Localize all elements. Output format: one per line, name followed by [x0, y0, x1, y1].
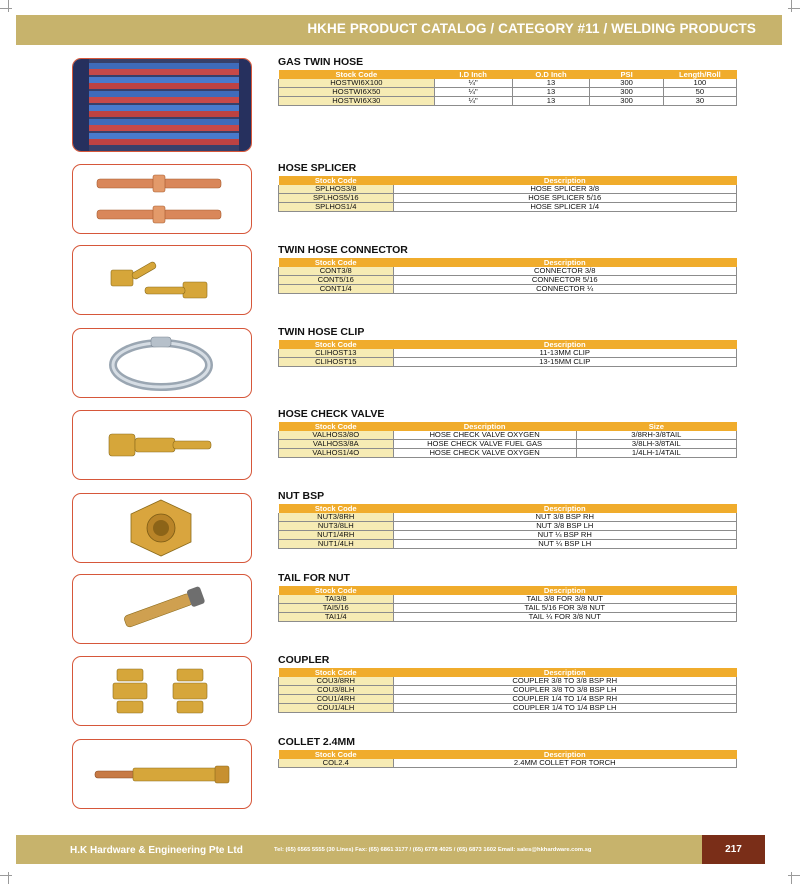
- table-cell: COUPLER 3/8 TO 3/8 BSP LH: [393, 686, 737, 695]
- section-title: HOSE CHECK VALVE: [278, 408, 385, 420]
- stock-code-cell: TAI1/4: [279, 613, 394, 622]
- table-cell: 13-15MM CLIP: [393, 358, 737, 367]
- stock-code-cell: NUT3/8LH: [279, 522, 394, 531]
- column-header: Stock Code: [279, 176, 394, 185]
- stock-code-cell: COU3/8RH: [279, 677, 394, 686]
- table-cell: HOSE CHECK VALVE OXYGEN: [393, 431, 576, 440]
- stock-code-cell: NUT1/4RH: [279, 531, 394, 540]
- product-table: [278, 176, 737, 212]
- table-cell: HOSE CHECK VALVE FUEL GAS: [393, 440, 576, 449]
- page-number-box: [702, 835, 765, 864]
- column-header: Stock Code: [279, 340, 394, 349]
- table-cell: 3/8LH-3/8TAIL: [576, 440, 736, 449]
- stock-code-cell: VALHOS3/8O: [279, 431, 394, 440]
- table-row: [279, 285, 737, 294]
- table-cell: CONNECTOR ¼: [393, 285, 737, 294]
- column-header: Stock Code: [279, 422, 394, 431]
- column-header: Stock Code: [279, 750, 394, 759]
- stock-code-cell: TAI5/16: [279, 604, 394, 613]
- column-header: Stock Code: [279, 258, 394, 267]
- table-cell: 300: [590, 88, 663, 97]
- table-cell: ¼": [434, 88, 512, 97]
- section-title: TWIN HOSE CLIP: [278, 326, 365, 338]
- header-band: [16, 15, 782, 45]
- table-cell: NUT ¼ BSP RH: [393, 531, 737, 540]
- table-cell: HOSE SPLICER 5/16: [393, 194, 737, 203]
- column-header: Stock Code: [279, 70, 435, 79]
- table-cell: COUPLER 1/4 TO 1/4 BSP RH: [393, 695, 737, 704]
- stock-code-cell: COL2.4: [279, 759, 394, 768]
- crop-mark: [788, 875, 800, 876]
- stock-code-cell: NUT3/8RH: [279, 513, 394, 522]
- stock-code-cell: COU1/4RH: [279, 695, 394, 704]
- table-row: [279, 759, 737, 768]
- crop-mark: [791, 0, 792, 12]
- column-header: Description: [393, 340, 737, 349]
- table-row: [279, 704, 737, 713]
- table-cell: 3/8RH-3/8TAIL: [576, 431, 736, 440]
- footer-contact-info: Tel: (65) 6565 5555 (30 Lines) Fax: (65) 6861 3177 / (65) 6778 4025 / (65) 6873 1602 Email: sales@hkhardware.com.sg: [274, 847, 592, 853]
- stock-code-cell: HOSTWI6X30: [279, 97, 435, 106]
- product-image-tail-for-nut: [72, 574, 252, 644]
- table-row: [279, 604, 737, 613]
- product-table: [278, 504, 737, 549]
- table-cell: NUT 3/8 BSP RH: [393, 513, 737, 522]
- product-image-hose-splicer: [72, 164, 252, 234]
- table-cell: CONNECTOR 3/8: [393, 267, 737, 276]
- product-image-coupler: [72, 656, 252, 726]
- section-title: TAIL FOR NUT: [278, 572, 350, 584]
- section-title: COLLET 2.4MM: [278, 736, 356, 748]
- product-image-collet: [72, 739, 252, 809]
- table-cell: HOSE SPLICER 1/4: [393, 203, 737, 212]
- product-image-twin-hose: [72, 58, 252, 152]
- section-title: TWIN HOSE CONNECTOR: [278, 244, 408, 256]
- table-cell: 13: [512, 97, 590, 106]
- stock-code-cell: CONT3/8: [279, 267, 394, 276]
- stock-code-cell: SPLHOS5/16: [279, 194, 394, 203]
- product-table: [278, 422, 737, 458]
- table-cell: 13: [512, 79, 590, 88]
- column-header: Length/Roll: [663, 70, 736, 79]
- section-title: GAS TWIN HOSE: [278, 56, 364, 68]
- table-row: [279, 449, 737, 458]
- table-cell: TAIL 5/16 FOR 3/8 NUT: [393, 604, 737, 613]
- table-cell: 100: [663, 79, 736, 88]
- product-image-twin-hose-clip: [72, 328, 252, 398]
- table-row: [279, 358, 737, 367]
- stock-code-cell: VALHOS1/4O: [279, 449, 394, 458]
- product-image-twin-hose-connector: [72, 245, 252, 315]
- table-cell: 1/4LH-1/4TAIL: [576, 449, 736, 458]
- table-cell: 30: [663, 97, 736, 106]
- table-cell: COUPLER 1/4 TO 1/4 BSP LH: [393, 704, 737, 713]
- product-image-nut-bsp: [72, 493, 252, 563]
- product-table: [278, 340, 737, 367]
- section-title: COUPLER: [278, 654, 330, 666]
- table-cell: 50: [663, 88, 736, 97]
- product-table: [278, 750, 737, 768]
- table-cell: ¼": [434, 97, 512, 106]
- stock-code-cell: CONT5/16: [279, 276, 394, 285]
- table-cell: HOSE CHECK VALVE OXYGEN: [393, 449, 576, 458]
- page-title: HKHE PRODUCT CATALOG / CATEGORY #11 / WELDING PRODUCTS: [307, 21, 756, 36]
- product-table: [278, 586, 737, 622]
- table-row: [279, 613, 737, 622]
- column-header: Description: [393, 176, 737, 185]
- section-title: HOSE SPLICER: [278, 162, 357, 174]
- stock-code-cell: SPLHOS3/8: [279, 185, 394, 194]
- footer-company-name: H.K Hardware & Engineering Pte Ltd: [70, 845, 243, 856]
- column-header: Description: [393, 504, 737, 513]
- column-header: I.D Inch: [434, 70, 512, 79]
- stock-code-cell: TAI3/8: [279, 595, 394, 604]
- table-cell: 2.4MM COLLET FOR TORCH: [393, 759, 737, 768]
- table-cell: 13: [512, 88, 590, 97]
- column-header: Size: [576, 422, 736, 431]
- product-table: [278, 70, 737, 106]
- stock-code-cell: VALHOS3/8A: [279, 440, 394, 449]
- crop-mark: [791, 872, 792, 884]
- section-title: NUT BSP: [278, 490, 325, 502]
- crop-mark: [0, 875, 12, 876]
- table-row: [279, 97, 737, 106]
- column-header: Description: [393, 668, 737, 677]
- product-table: [278, 258, 737, 294]
- crop-mark: [8, 0, 9, 12]
- product-image-hose-check-valve: [72, 410, 252, 480]
- column-header: Description: [393, 258, 737, 267]
- column-header: Description: [393, 422, 576, 431]
- table-row: [279, 540, 737, 549]
- stock-code-cell: HOSTWI6X100: [279, 79, 435, 88]
- table-cell: CONNECTOR 5/16: [393, 276, 737, 285]
- table-row: [279, 203, 737, 212]
- crop-mark: [788, 8, 800, 9]
- column-header: PSI: [590, 70, 663, 79]
- table-cell: 11-13MM CLIP: [393, 349, 737, 358]
- table-cell: NUT ¼ BSP LH: [393, 540, 737, 549]
- stock-code-cell: CLIHOST15: [279, 358, 394, 367]
- stock-code-cell: CLIHOST13: [279, 349, 394, 358]
- column-header: Stock Code: [279, 586, 394, 595]
- column-header: Description: [393, 750, 737, 759]
- crop-mark: [0, 8, 12, 9]
- crop-mark: [8, 872, 9, 884]
- table-cell: TAIL 3/8 FOR 3/8 NUT: [393, 595, 737, 604]
- column-header: Description: [393, 586, 737, 595]
- column-header: Stock Code: [279, 668, 394, 677]
- table-cell: 300: [590, 79, 663, 88]
- stock-code-cell: SPLHOS1/4: [279, 203, 394, 212]
- table-cell: NUT 3/8 BSP LH: [393, 522, 737, 531]
- footer-band: [16, 835, 702, 864]
- table-cell: COUPLER 3/8 TO 3/8 BSP RH: [393, 677, 737, 686]
- stock-code-cell: COU3/8LH: [279, 686, 394, 695]
- stock-code-cell: COU1/4LH: [279, 704, 394, 713]
- column-header: O.D Inch: [512, 70, 590, 79]
- table-cell: ¼": [434, 79, 512, 88]
- page-number: 217: [725, 844, 742, 855]
- table-cell: TAIL ¼ FOR 3/8 NUT: [393, 613, 737, 622]
- table-cell: 300: [590, 97, 663, 106]
- stock-code-cell: NUT1/4LH: [279, 540, 394, 549]
- stock-code-cell: HOSTWI6X50: [279, 88, 435, 97]
- product-table: [278, 668, 737, 713]
- column-header: Stock Code: [279, 504, 394, 513]
- table-cell: HOSE SPLICER 3/8: [393, 185, 737, 194]
- stock-code-cell: CONT1/4: [279, 285, 394, 294]
